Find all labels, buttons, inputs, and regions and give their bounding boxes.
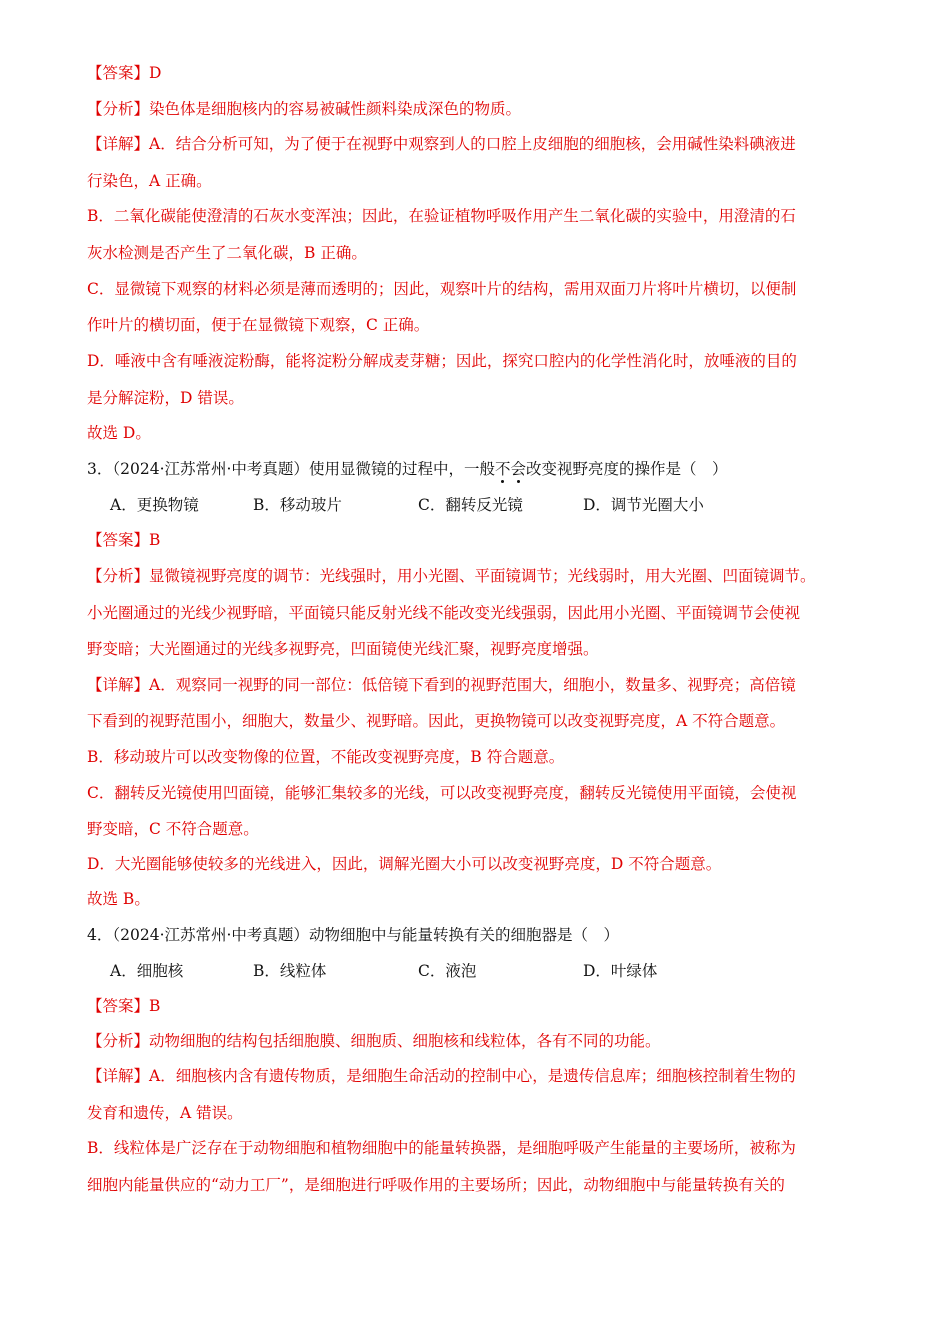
question-number: 3． [87,460,113,478]
q4-answer-line [87,995,160,1017]
answer-value: B [149,531,161,549]
analysis-text: 野变暗；大光圈通过的光线多视野亮，凹面镜使光线汇聚，视野亮度增强。 [87,640,599,658]
detail-text: B．移动玻片可以改变物像的位置，不能改变视野亮度，B 符合题意。 [87,748,565,766]
option-b: B．移动玻片 [253,496,342,514]
question-stem-text: 改变视野亮度的操作是（ ） [525,460,728,478]
detail-tag: 【详解】 [87,1067,150,1085]
detail-text: 发育和遗传，A 错误。 [87,1104,243,1122]
question-source: （2024·江苏常州·中考真题） [112,926,309,944]
detail-text: 下看到的视野范围小，细胞大，数量少、视野暗。因此，更换物镜可以改变视野亮度，A 不符合题意。 [87,712,786,730]
emphasis-char: 会 [510,460,526,478]
detail-text: 细胞内能量供应的“动力工厂”，是细胞进行呼吸作用的主要场所；因此，动物细胞中与能量转换有关的 [87,1176,785,1194]
q3-detail-line [87,674,796,696]
detail-text: D．唾液中含有唾液淀粉酶，能将淀粉分解成麦芽糖；因此，探究口腔内的化学性消化时，放唾液的目的 [87,352,797,370]
detail-text: B．二氧化碳能使澄清的石灰水变浑浊；因此，在验证植物呼吸作用产生二氧化碳的实验中，用澄清的石 [87,207,796,225]
detail-text: D．大光圈能够使较多的光线进入，因此，调解光圈大小可以改变视野亮度，D 不符合题意。 [87,855,722,873]
q3-analysis-line [87,565,816,587]
analysis-tag: 【分析】 [87,567,150,585]
question-stem-text: 使用显微镜的过程中，一般 [308,460,495,478]
analysis-tag: 【分析】 [87,100,150,118]
q4-detail-line [87,1065,796,1087]
detail-text: 作叶片的横切面，便于在显微镜下观察，C 正确。 [87,316,430,334]
detail-text: A．结合分析可知，为了便于在视野中观察到人的口腔上皮细胞的细胞核，会用碱性染料碘液进 [149,135,796,153]
q2-analysis-line [87,98,521,120]
q4-analysis-line [87,1030,661,1052]
answer-tag: 【答案】 [87,531,150,549]
option-b: B．线粒体 [253,962,327,980]
answer-tag: 【答案】 [87,997,150,1015]
conclusion-text: 故选 D。 [87,424,151,442]
question-number: 4． [87,926,113,944]
analysis-text: 动物细胞的结构包括细胞膜、细胞质、细胞核和线粒体，各有不同的功能。 [149,1032,661,1050]
answer-value: D [149,64,162,82]
option-d: D．叶绿体 [583,962,658,980]
question-stem-text: 动物细胞中与能量转换有关的细胞器是（ ） [308,926,619,944]
analysis-tag: 【分析】 [87,1032,150,1050]
q3-answer-line [87,529,160,551]
q3-stem [87,458,728,480]
q2-detail-line [87,133,796,155]
detail-text: C．显微镜下观察的材料必须是薄而透明的；因此，观察叶片的结构，需用双面刀片将叶片横切，以便制 [87,280,797,298]
detail-text: B．线粒体是广泛存在于动物细胞和植物细胞中的能量转换器，是细胞呼吸产生能量的主要场所，被称为 [87,1139,796,1157]
conclusion-text: 故选 B。 [87,890,150,908]
answer-value: B [149,997,161,1015]
detail-text: 是分解淀粉，D 错误。 [87,389,244,407]
option-a: A．更换物镜 [110,496,199,514]
analysis-text: 小光圈通过的光线少视野暗，平面镜只能反射光线不能改变光线强弱，因此用小光圈、平面镜调节会使视 [87,604,801,622]
option-c: C．液泡 [418,962,477,980]
detail-text: A．细胞核内含有遗传物质，是细胞生命活动的控制中心，是遗传信息库；细胞核控制着生物的 [149,1067,796,1085]
emphasis-char: 不 [494,460,511,478]
question-source: （2024·江苏常州·中考真题） [112,460,309,478]
detail-text: 野变暗，C 不符合题意。 [87,820,259,838]
option-c: C．翻转反光镜 [418,496,523,514]
analysis-text: 显微镜视野亮度的调节：光线强时，用小光圈、平面镜调节；光线弱时，用大光圈、凹面镜调节。 [149,567,816,585]
analysis-text: 染色体是细胞核内的容易被碱性颜料染成深色的物质。 [149,100,522,118]
answer-tag: 【答案】 [87,64,150,82]
q4-stem [87,924,619,946]
detail-text: 灰水检测是否产生了二氧化碳，B 正确。 [87,244,367,262]
detail-text: 行染色，A 正确。 [87,172,212,190]
q2-answer-line [87,62,161,84]
detail-tag: 【详解】 [87,676,150,694]
detail-tag: 【详解】 [87,135,150,153]
detail-text: A．观察同一视野的同一部位：低倍镜下看到的视野范围大，细胞小，数量多、视野亮；高倍镜 [149,676,796,694]
detail-text: C．翻转反光镜使用凹面镜，能够汇集较多的光线，可以改变视野亮度，翻转反光镜使用平面镜，会使视 [87,784,797,802]
option-a: A．细胞核 [110,962,184,980]
option-d: D．调节光圈大小 [583,496,704,514]
